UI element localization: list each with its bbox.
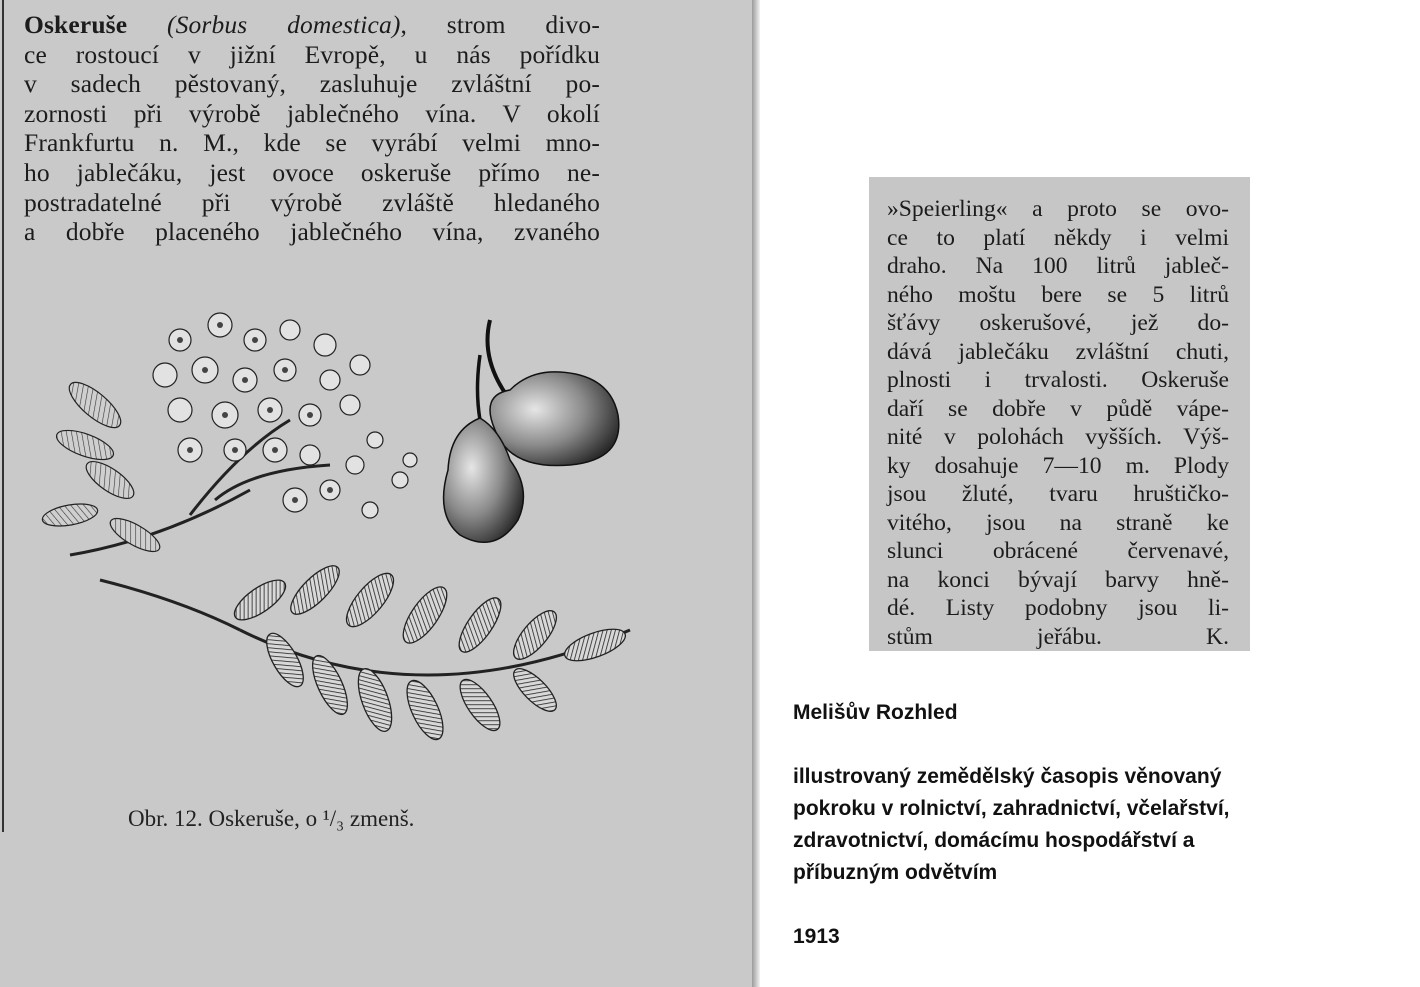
article-line: Frankfurtu n. M., kde se vyrábí velmi mno- [24,128,600,158]
continuation-line: ce to platí někdy i velmi [887,224,1229,251]
article-text [24,10,600,247]
continuation-line: stům jeřábu. K. [887,623,1229,650]
continuation-line: plnosti i trvalosti. Oskeruše [887,367,1229,393]
continuation-line: daří se dobře v půdě vápe- [887,395,1229,422]
page-edge-shadow [752,0,760,987]
source-description-line: pokroku v rolnictví, zahradnictví, včelařství, [793,797,1230,820]
article-lead-latin: (Sorbus domestica) [166,10,401,39]
continuation-line: jsou žluté, tvaru hruštičko- [887,481,1229,507]
figure-caption: Obr. 12. Oskeruše, o ¹/₃ zmenš. [128,806,415,831]
continuation-text [887,195,1229,651]
continuation-line: na konci bývají barvy hně- [887,566,1229,593]
service-tree-illustration [40,300,650,760]
source-description-line: illustrovaný zemědělský časopis věnovaný [793,765,1222,788]
source-description-line: příbuzným odvětvím [793,861,998,884]
continuation-line: dává jablečáku zvláštní chuti, [887,338,1229,365]
flower-cluster [153,313,417,518]
article-line: zornosti při výrobě jablečného vína. V okolí [24,98,600,128]
article-line: ho jablečáku, jest ovoce oskeruše přímo ne- [24,157,600,187]
article-line: ce rostoucí v jižní Evropě, u nás pořídku [24,39,600,69]
continuation-line: nité v polohách vyšších. Výš- [887,424,1229,450]
article-lead-name: Oskeruše [24,10,128,39]
article-line: postradatelné při výrobě zvláště hledaného [24,187,600,217]
continuation-line: »Speierling« a proto se ovo- [887,196,1229,222]
source-description-line: zdravotnictví, domácímu hospodářství a [793,829,1195,852]
continuation-line: ky dosahuje 7—10 m. Plody [887,452,1229,479]
continuation-line: dé. Listy podobny jsou li- [887,595,1229,621]
continuation-line: šťávy oskerušové, jež do- [887,310,1229,336]
source-description [793,761,1393,889]
lower-pinnate-leaf [229,559,630,745]
upper-leaflets [41,375,165,557]
continuation-line: ného moštu bere se 5 litrů [887,281,1229,308]
pear-shaped-fruits [444,320,619,542]
source-title: Melišův Rozhled [793,701,958,724]
article-lead-rest: , strom divo- [400,10,600,39]
source-year: 1913 [793,925,840,948]
continuation-line: slunci obrácené červenavé, [887,538,1229,564]
article-first-line [24,10,600,40]
column-rule [2,0,4,832]
continuation-line: draho. Na 100 litrů jableč- [887,253,1229,279]
article-line: v sadech pěstovaný, zasluhuje zvláštní po- [24,69,600,99]
continuation-line: vitého, jsou na straně ke [887,509,1229,536]
article-continuation-clipping [869,177,1250,651]
article-line: a dobře placeného jablečného vína, zvaného [24,217,600,247]
source-info [793,697,1393,953]
